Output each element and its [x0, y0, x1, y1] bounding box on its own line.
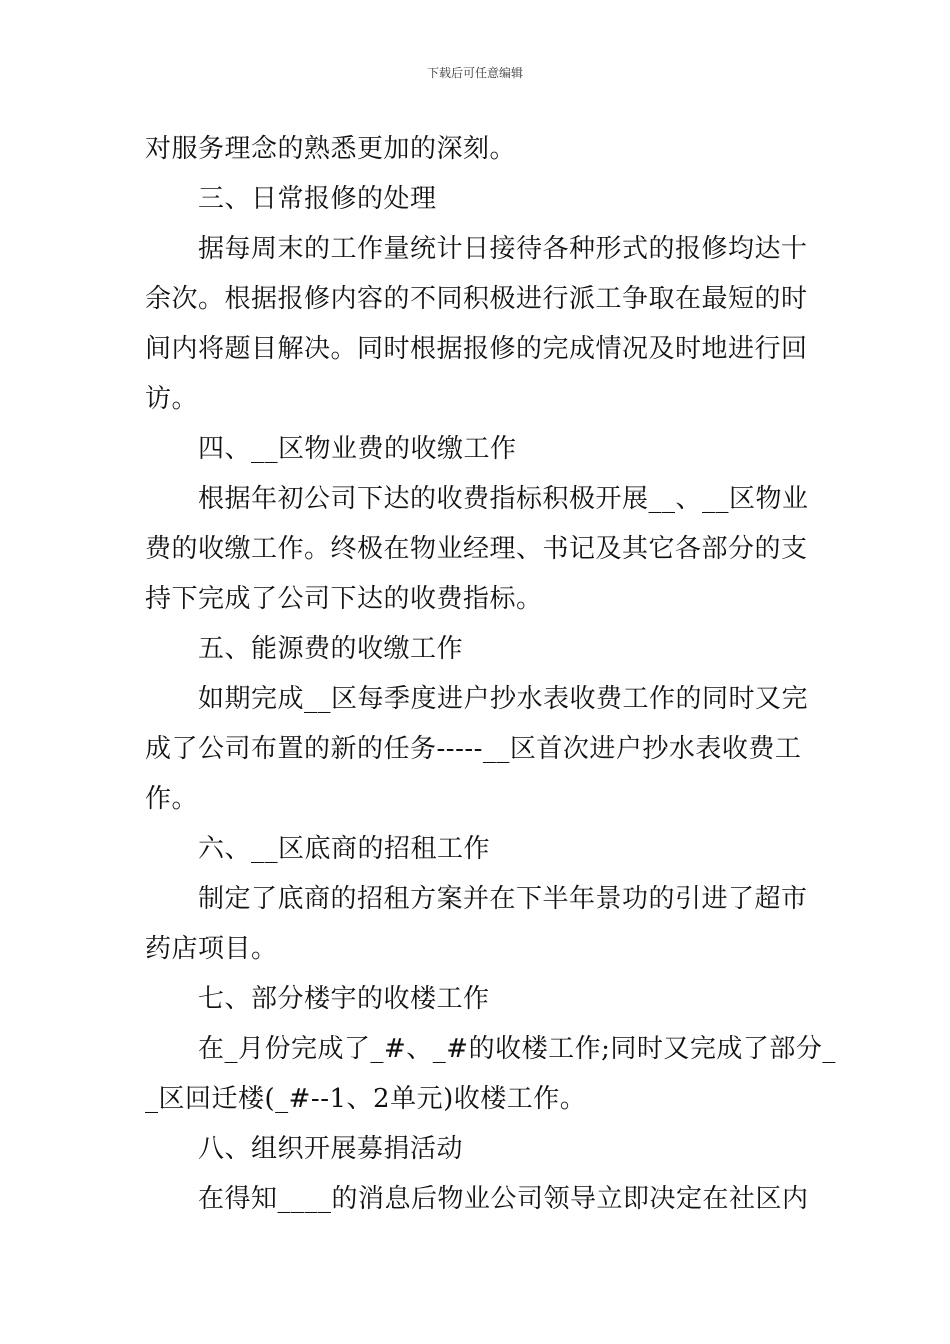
- text-line: 如期完成__区每季度进户抄水表收费工作的同时又完: [145, 684, 809, 714]
- text-line: 作。: [145, 784, 199, 814]
- text-line: _区回迁楼(_#--1、2单元)收楼工作。: [145, 1084, 587, 1114]
- text-line: 在得知____的消息后物业公司领导立即决定在社区内: [145, 1184, 809, 1214]
- text-line: 制定了底商的招租方案并在下半年景功的引进了超市: [145, 884, 808, 914]
- text-line: 余次。根据报修内容的不同积极进行派工争取在最短的时: [145, 284, 808, 314]
- text-line: 持下完成了公司下达的收费指标。: [145, 584, 543, 614]
- section-heading: 六、__区底商的招租工作: [145, 834, 491, 864]
- text-line: 访。: [145, 384, 199, 414]
- text-line: 费的收缴工作。终极在物业经理、书记及其它各部分的支: [145, 534, 808, 564]
- section-heading: 三、日常报修的处理: [145, 184, 437, 214]
- text-line: 在_月份完成了_#、_#的收楼工作;同时又完成了部分_: [145, 1034, 836, 1064]
- text-line: 据每周末的工作量统计日接待各种形式的报修均达十: [145, 234, 808, 264]
- text-line: 间内将题目解决。同时根据报修的完成情况及时地进行回: [145, 334, 808, 364]
- section-heading: 八、组织开展募捐活动: [145, 1134, 464, 1164]
- text-line: 对服务理念的熟悉更加的深刻。: [145, 134, 517, 164]
- section-heading: 四、__区物业费的收缴工作: [145, 434, 517, 464]
- section-heading: 七、部分楼宇的收楼工作: [145, 984, 490, 1014]
- text-line: 成了公司布置的新的任务-----__区首次进户抄水表收费工: [145, 734, 802, 764]
- text-line: 根据年初公司下达的收费指标积极开展__、__区物业: [145, 484, 809, 514]
- page-header: 下载后可任意编辑: [426, 66, 523, 80]
- text-line: 药店项目。: [145, 934, 278, 964]
- section-heading: 五、能源费的收缴工作: [145, 634, 464, 664]
